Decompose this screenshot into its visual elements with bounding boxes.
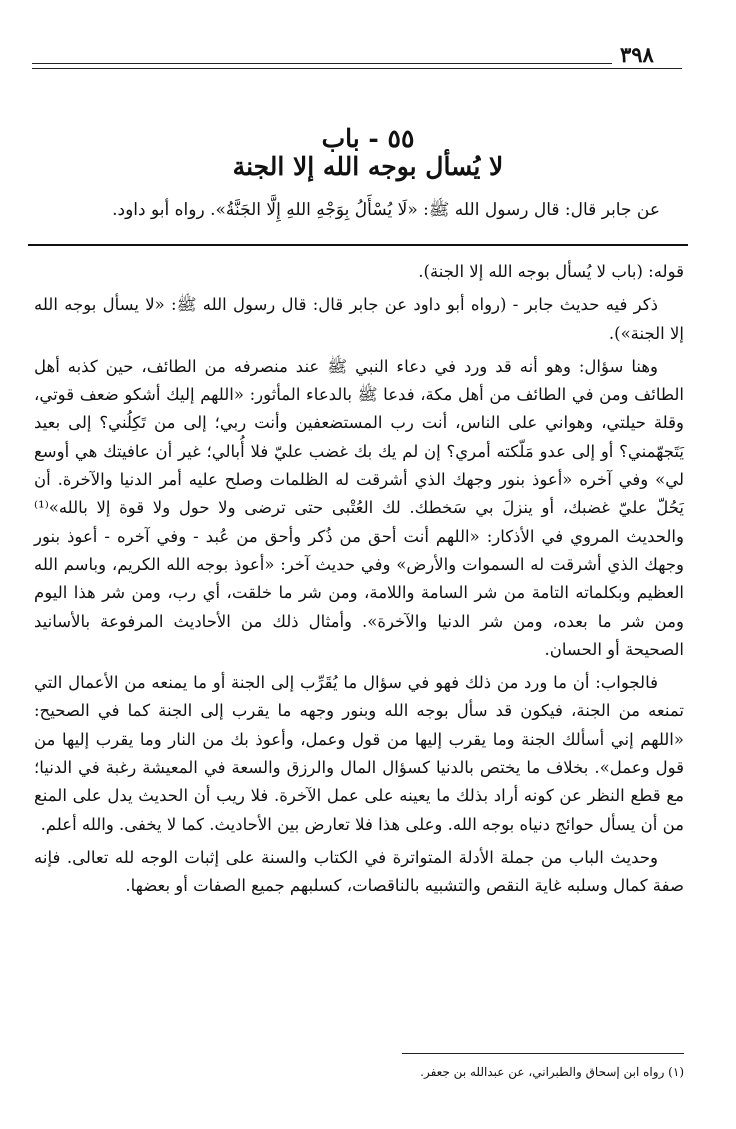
footnote-rule xyxy=(402,1053,684,1054)
commentary-body xyxy=(34,258,684,906)
commentary-paragraph: ذكر فيه حديث جابر - (رواه أبو داود عن جابر قال: قال رسول الله ﷺ: «لا يسأل بوجه الله إلا الجنة»). xyxy=(34,295,684,343)
commentary-paragraph: فالجواب: أن ما ورد من ذلك فهو في سؤال ما يُقَرِّب إلى الجنة أو ما يمنعه من الأعمال التي تمنعه من الجنة، فيكون قد سأل بوجه الله وبنور وجهه ما يقرب إلى الجنة كما في الصحيح: «اللهم إني أسألك الجنة وما يقرب إليها من قول وعمل، وأعوذ بك من النار وما يقرب إليها من قول وعمل». بخلاف ما يختص بالدنيا كسؤال المال والرزق والسعة في المعيشة رغبة في الدنيا؛ مع قطع النظر عن كونه أراد بذلك ما يعينه على عمل الآخرة. فلا ريب أن الحديث يدل على المنع من أن يسأل حوائج دنياه بوجه الله. وعلى هذا فلا تعارض بين الأحاديث. كما لا يخفى. والله أعلم. xyxy=(34,673,684,834)
header-rule xyxy=(32,63,612,64)
section-divider xyxy=(28,244,688,246)
footnote: (١) رواه ابن إسحاق والطبراني، عن عبدالله بن جعفر. xyxy=(420,1065,684,1079)
commentary-paragraph: وحديث الباب من جملة الأدلة المتواترة في الكتاب والسنة على إثبات الوجه لله تعالى. فإنه صفة كمال وسلبه غاية النقص والتشبيه بالناقصات، كسلبهم جميع الصفات أو بعضها. xyxy=(34,847,684,896)
hadith-text: عن جابر قال: قال رسول الله ﷺ: «لَا يُسْأَلُ بِوَجْهِ اللهِ إِلَّا الجَنَّةُ». رواه أبو داود. xyxy=(112,200,660,220)
commentary-paragraph: قوله: (باب لا يُسأل بوجه الله إلا الجنة). xyxy=(418,262,684,281)
header-rule-lower xyxy=(32,68,682,69)
commentary-paragraph: وهنا سؤال: وهو أنه قد ورد في دعاء النبي ﷺ عند منصرفه من الطائف، حين كذبه أهل الطائف ومن في الطائف من أهل مكة، فدعا ﷺ بالدعاء المأثور: «اللهم إليك أشكو ضعف قوتي، وقلة حيلتي، وهواني على الناس، أنت رب المستضعفين وأنت ربي؛ إلى من تَكِلُني؟ إلى بعيد يَتَجهّمني؟ أو إلى عدو مَلّكته أمري؟ إن لم يك بك غضب عليّ فلا أُبالي؛ غير أن عافيتك هي أوسع لي» وفي آخره «أعوذ بنور وجهك الذي أشرقت له الظلمات وصلح عليه أمر الدنيا والآخرة. أن يَحُلّ عليّ غضبك، أو ينزلَ بي سَخطك. لك العُتْبى حتى ترضى ولا حول ولا قوة إلا بالله»⁽¹⁾ والحديث المروي في الأذكار: «اللهم أنت أحق من ذُكر وأحق من عُبد - وفي آخره - أعوذ بنور وجهك الذي أشرقت له السموات والأرض» وفي حديث آخر: «أعوذ بوجه الله الكريم، وباسم الله العظيم وبكلماته التامة من شر السامة واللامة، ومن شر ما خلقت، أي رب، ومن شر هذا اليوم ومن شر ما بعده، ومن شر الدنيا والآخرة». وأمثال ذلك من الأحاديث المرفوعة بالأسانيد الصحيحة أو الحسان. xyxy=(34,356,684,659)
chapter-title: ٥٥ - باب xyxy=(321,124,415,153)
chapter-subtitle: لا يُسأل بوجه الله إلا الجنة xyxy=(232,152,504,181)
page-number: ٣٩٨ xyxy=(620,42,654,67)
